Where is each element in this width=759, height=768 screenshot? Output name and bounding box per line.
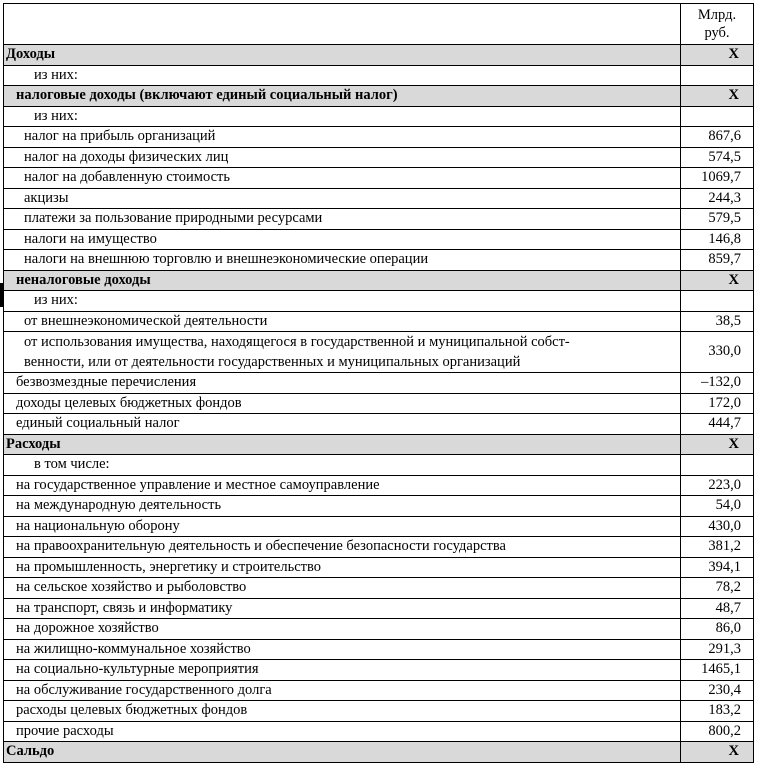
row-value: X [681, 434, 754, 455]
row-label: в том числе: [4, 455, 681, 476]
row-value: 800,2 [681, 721, 754, 742]
row-value: 394,1 [681, 557, 754, 578]
row-value [681, 65, 754, 86]
row-label: налог на доходы физических лиц [4, 147, 681, 168]
row-label-line-2: венности, или от деятельности государственных и муниципальных организаций [24, 354, 521, 370]
row-value: 146,8 [681, 229, 754, 250]
row-label: налоги на внешнюю торговлю и внешнеэкономические операции [4, 250, 681, 271]
table-row [4, 598, 754, 619]
table-row [4, 557, 754, 578]
table-row [4, 496, 754, 517]
table-row [4, 619, 754, 640]
row-label: на государственное управление и местное самоуправление [4, 475, 681, 496]
row-label: от внешнеэкономической деятельности [4, 311, 681, 332]
row-value: 291,3 [681, 639, 754, 660]
row-label: на обслуживание государственного долга [4, 680, 681, 701]
row-label: безвозмездные перечисления [4, 373, 681, 394]
row-label: единый социальный налог [4, 414, 681, 435]
table-row [4, 475, 754, 496]
row-value: 78,2 [681, 578, 754, 599]
row-value: 86,0 [681, 619, 754, 640]
table-row [4, 537, 754, 558]
table-row [4, 209, 754, 230]
row-value: 381,2 [681, 537, 754, 558]
row-label: налог на добавленную стоимость [4, 168, 681, 189]
row-value: 172,0 [681, 393, 754, 414]
row-label: на национальную оборону [4, 516, 681, 537]
section-row-expenditure [4, 434, 754, 455]
table-row [4, 455, 754, 476]
table-row [4, 168, 754, 189]
table-row [4, 721, 754, 742]
row-label: расходы целевых бюджетных фондов [4, 701, 681, 722]
row-value: 330,0 [681, 332, 754, 373]
table-row [4, 311, 754, 332]
row-value: 1069,7 [681, 168, 754, 189]
row-label: налоговые доходы (включают единый социальный налог) [4, 86, 681, 107]
table-row [4, 373, 754, 394]
row-label: на дорожное хозяйство [4, 619, 681, 640]
row-value: 38,5 [681, 311, 754, 332]
table-row [4, 229, 754, 250]
table-row [4, 701, 754, 722]
budget-table [3, 3, 754, 763]
row-value: 230,4 [681, 680, 754, 701]
row-label: акцизы [4, 188, 681, 209]
row-value: 444,7 [681, 414, 754, 435]
row-label: на жилищно-коммунальное хозяйство [4, 639, 681, 660]
row-value: X [681, 86, 754, 107]
row-label: налоги на имущество [4, 229, 681, 250]
table-row [4, 578, 754, 599]
row-value: 54,0 [681, 496, 754, 517]
row-value: X [681, 742, 754, 763]
section-row-revenue [4, 45, 754, 66]
row-label: на международную деятельность [4, 496, 681, 517]
row-label: на промышленность, энергетику и строительство [4, 557, 681, 578]
row-value: X [681, 45, 754, 66]
row-label: на социально-культурные мероприятия [4, 660, 681, 681]
table-row [4, 291, 754, 312]
row-value [681, 106, 754, 127]
row-label: прочие расходы [4, 721, 681, 742]
row-value: 867,6 [681, 127, 754, 148]
row-value: 223,0 [681, 475, 754, 496]
row-value: 48,7 [681, 598, 754, 619]
unit-header-cell: Млрд. руб. [681, 4, 754, 45]
row-value: 859,7 [681, 250, 754, 271]
row-label: из них: [4, 65, 681, 86]
table-row [4, 639, 754, 660]
row-label-line-1: от использования имущества, находящегося в государственной и муниципальной собст- [24, 334, 570, 350]
row-value: 244,3 [681, 188, 754, 209]
row-label: на правоохранительную деятельность и обеспечение безопасности государства [4, 537, 681, 558]
row-value: 430,0 [681, 516, 754, 537]
table-row [4, 660, 754, 681]
row-label: из них: [4, 291, 681, 312]
row-label: платежи за пользование природными ресурсами [4, 209, 681, 230]
table-row [4, 106, 754, 127]
row-value: 574,5 [681, 147, 754, 168]
row-value [681, 291, 754, 312]
table-row [4, 250, 754, 271]
row-value: 579,5 [681, 209, 754, 230]
table-row [4, 516, 754, 537]
row-label: из них: [4, 106, 681, 127]
table-row [4, 127, 754, 148]
subsection-row-nontax-revenue [4, 270, 754, 291]
row-label-wrapped [4, 332, 681, 373]
row-label: налог на прибыль организаций [4, 127, 681, 148]
header-blank-cell [4, 4, 681, 45]
row-label: Расходы [4, 434, 681, 455]
header-row [4, 4, 754, 45]
row-label: Доходы [4, 45, 681, 66]
table-row [4, 414, 754, 435]
table-row [4, 680, 754, 701]
row-label: Сальдо [4, 742, 681, 763]
table-row [4, 65, 754, 86]
table-row [4, 188, 754, 209]
section-row-balance [4, 742, 754, 763]
row-label: неналоговые доходы [4, 270, 681, 291]
subsection-row-tax-revenue [4, 86, 754, 107]
table-row [4, 393, 754, 414]
table-row [4, 147, 754, 168]
row-label: на сельское хозяйство и рыболовство [4, 578, 681, 599]
row-value: 1465,1 [681, 660, 754, 681]
row-label: доходы целевых бюджетных фондов [4, 393, 681, 414]
row-value [681, 455, 754, 476]
row-value: –132,0 [681, 373, 754, 394]
row-value: X [681, 270, 754, 291]
row-value: 183,2 [681, 701, 754, 722]
row-label: на транспорт, связь и информатику [4, 598, 681, 619]
table-row [4, 332, 754, 373]
